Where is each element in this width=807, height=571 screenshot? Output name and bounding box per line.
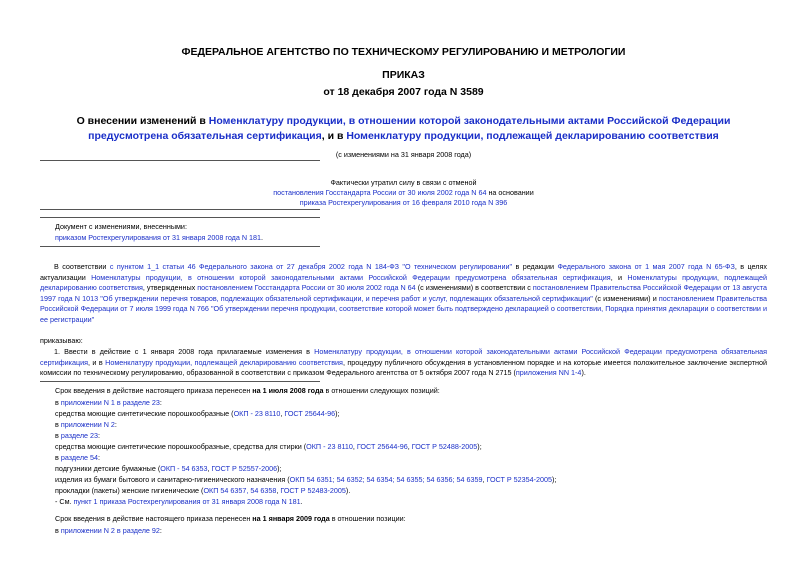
divider — [40, 381, 320, 382]
line-text: изделия из бумаги бытового и санитарно-гигиенического назначения ( — [55, 475, 290, 484]
link-appendix1-section23[interactable]: приложении N 1 в разделе 23 — [60, 398, 160, 407]
block2-intro-text: Срок введения в действие настоящего приказа перенесен — [55, 514, 253, 523]
doc-type: ПРИКАЗ — [382, 69, 425, 81]
link-okp[interactable]: ОКП 54 6357, 54 6358 — [203, 486, 277, 495]
block1-line — [55, 442, 482, 451]
block1-line — [55, 420, 117, 429]
repeal-line3 — [0, 198, 807, 208]
item1-paragraph — [40, 347, 767, 379]
repeal-line1: Фактически утратил силу в связи с отменой — [330, 178, 477, 187]
repeal-link-resolution[interactable]: постановления Госстандарта России от 30 июля 2002 года N 64 — [273, 188, 487, 197]
p2-text: 1. Ввести в действие с 1 января 2008 года прилагаемые изменения в — [54, 347, 315, 356]
p1-text: В соответствии — [54, 262, 110, 271]
line-text: в — [55, 431, 61, 440]
line-text: : — [114, 420, 117, 429]
line-text: : — [159, 526, 162, 535]
divider — [40, 209, 320, 210]
line-text: : — [98, 453, 101, 462]
line-text: в — [55, 453, 61, 462]
block1-intro — [55, 386, 440, 395]
changes-line2 — [55, 233, 263, 244]
line-text: ). — [345, 486, 351, 495]
block1-intro-text: в отношении следующих позиций: — [323, 386, 440, 395]
line-text: средства моющие синтетические порошкообразные, средства для стирки ( — [55, 442, 307, 451]
p2-link-appendices[interactable]: приложения NN 1-4 — [515, 368, 582, 377]
agency-name: ФЕДЕРАЛЬНОЕ АГЕНТСТВО ПО ТЕХНИЧЕСКОМУ РЕГУЛИРОВАНИЮ И МЕТРОЛОГИИ — [181, 46, 626, 58]
line-text: , — [276, 486, 281, 495]
line-text: : — [98, 431, 101, 440]
line-text: в — [55, 420, 61, 429]
block1-line — [55, 431, 100, 440]
title-prefix: О внесении изменений в — [76, 115, 209, 127]
link-okp[interactable]: ОКП - 23 8110 — [233, 409, 281, 418]
p2-text: , процедуру публичного обсуждения в установленном порядке и на которые имеется положительное заключение экспертной комиссии по техническому регулированию, образованной в соответствии с приказом Федерального агентства от 5 октября 2007 года N 2715 ( — [40, 357, 768, 377]
block1-line — [55, 409, 340, 418]
line-text: , — [482, 475, 487, 484]
block1-line — [55, 497, 303, 506]
title-middle: , и в — [321, 130, 347, 142]
line-text: . — [300, 497, 303, 506]
line-text: ); — [277, 464, 282, 473]
line-text: подгузники детские бумажные ( — [55, 464, 161, 473]
p1-link-law-article[interactable]: с пунктом 1_1 статьи 46 Федерального закона от 27 декабря 2002 года N 184-ФЗ "О техническом регулировании" — [109, 262, 513, 271]
title-link-declaration[interactable]: Номенклатуру продукции, подлежащей декларированию соответствия — [346, 130, 719, 142]
changes-link[interactable]: приказом Ростехрегулирования от 31 января 2008 года N 181 — [55, 232, 262, 242]
p2-text: , и в — [88, 357, 106, 367]
repeal-line2 — [0, 188, 807, 198]
preamble-paragraph — [40, 262, 767, 325]
link-okp[interactable]: ОКП - 23 8110 — [306, 442, 353, 451]
link-gost[interactable]: ГОСТ Р 52488-2005 — [411, 442, 478, 451]
block1-intro-text: Срок введения в действие настоящего приказа перенесен — [55, 386, 253, 395]
link-gost[interactable]: ГОСТ 25644-96 — [356, 442, 408, 451]
line-text: , — [352, 442, 357, 451]
link-gost[interactable]: ГОСТ Р 52354-2005 — [486, 475, 553, 484]
link-okp[interactable]: ОКП - 54 6353 — [160, 464, 208, 473]
p1-link-gosstandart[interactable]: постановлением Госстандарта России от 30 июля 2002 года N 64 — [197, 283, 416, 292]
block2-intro-date: на 1 января 2009 года — [252, 514, 330, 523]
repeal-link-order[interactable]: приказа Ростехрегулирования от 16 февраля 2010 года N 396 — [299, 198, 508, 207]
repeal-note — [0, 178, 807, 208]
line-text: в — [55, 398, 61, 407]
p1-text: (с изменениями) в соответствии с — [415, 283, 533, 292]
block1-line — [55, 398, 162, 407]
p1-text: , и — [610, 272, 628, 282]
line-text: ); — [552, 475, 557, 484]
line-text: : — [159, 398, 162, 407]
block1-line — [55, 453, 100, 462]
line-text: средства моющие синтетические порошкообразные ( — [55, 409, 234, 418]
divider — [40, 160, 320, 161]
repeal-suffix: на основании — [486, 188, 534, 197]
line-text: , — [280, 409, 285, 418]
link-appendix2-section92[interactable]: приложении N 2 в разделе 92 — [60, 526, 160, 535]
p2-text: ). — [581, 368, 586, 377]
link-okp[interactable]: ОКП 54 6351; 54 6352; 54 6354; 54 6355; 54 6356; 54 6359 — [289, 475, 483, 484]
link-appendix2[interactable]: приложении N 2 — [60, 420, 115, 429]
block1-line — [55, 486, 350, 495]
p1-text: , утвержденных — [142, 283, 198, 292]
changes-note — [55, 222, 263, 243]
doc-date-number: от 18 декабря 2007 года N 3589 — [323, 86, 484, 98]
divider — [40, 217, 320, 218]
p1-text: , в целях актуализации — [40, 262, 767, 282]
p2-link-nomenclature-cert[interactable]: Номенклатуру продукции, в отношении которой законодательными актами Российской Федерации предусмотрена обязательная сертификация — [40, 347, 767, 367]
line-text: ); — [335, 409, 340, 418]
p1-link-nomenclature-cert[interactable]: Номенклатуры продукции, в отношении которой законодательными актами Российской Федерации предусмотрена обязательная сертификация — [91, 272, 611, 282]
p1-text: (с изменениями) и — [592, 293, 659, 303]
title-link-certification[interactable]: Номенклатуру продукции, в отношении которой законодательными актами Российской Федерации предусмотрена обязательная сертификация — [88, 115, 731, 142]
p1-link-nomenclature-decl[interactable]: Номенклатуры продукции, подлежащей декларированию соответствия — [40, 272, 767, 292]
line-text: , — [407, 442, 412, 451]
link-gost[interactable]: ГОСТ Р 52557-2006 — [211, 464, 278, 473]
line-text: , — [207, 464, 212, 473]
block2-intro — [55, 514, 406, 523]
link-section23[interactable]: разделе 23 — [60, 431, 99, 440]
block2-line — [55, 526, 162, 535]
changes-suffix: . — [261, 232, 264, 242]
p1-link-government-1013[interactable]: постановлением Правительства Российской Федерации от 13 августа 1997 года N 1013 "Об утверждении перечня товаров, подлежащих обязательной сертификации, и перечня работ и услуг, подлежащих обязательной сертификации" — [40, 283, 768, 303]
p1-link-government-766[interactable]: постановлением Правительства Российской Федерации от 7 июля 1999 года N 766 "Об утверждении перечня продукции, соответствие которой может быть подтверждено декларацией о соответствии, Порядка принятия декларации о соответствии и ее регистрации" — [40, 293, 767, 324]
link-section54[interactable]: разделе 54 — [60, 453, 99, 462]
block2-intro-text: в отношении позиции: — [329, 514, 406, 523]
block1-line — [55, 475, 556, 484]
link-order-181[interactable]: пункт 1 приказа Ростехрегулирования от 31 января 2008 года N 181 — [73, 497, 301, 506]
order-word: приказываю: — [40, 336, 83, 345]
amended-note: (с изменениями на 31 января 2008 года) — [335, 150, 472, 159]
line-text: в — [55, 526, 61, 535]
p1-text: в редакции — [512, 262, 558, 271]
divider — [40, 246, 320, 247]
line-text: - См. — [55, 497, 74, 506]
changes-line1: Документ с изменениями, внесенными: — [55, 222, 187, 231]
block1-line — [55, 464, 282, 473]
line-text: ); — [477, 442, 482, 451]
block1-intro-date: на 1 июля 2008 года — [252, 386, 324, 395]
link-gost[interactable]: ГОСТ 25644-96 — [284, 409, 336, 418]
line-text: прокладки (пакеты) женские гигиенические ( — [55, 486, 204, 495]
doc-title — [40, 114, 767, 144]
p1-link-law-amendment[interactable]: Федерального закона от 1 мая 2007 года N 65-ФЗ — [557, 262, 735, 271]
link-gost[interactable]: ГОСТ Р 52483-2005 — [280, 486, 346, 495]
p2-link-nomenclature-decl[interactable]: Номенклатуру продукции, подлежащей декларированию соответствия — [105, 357, 343, 367]
